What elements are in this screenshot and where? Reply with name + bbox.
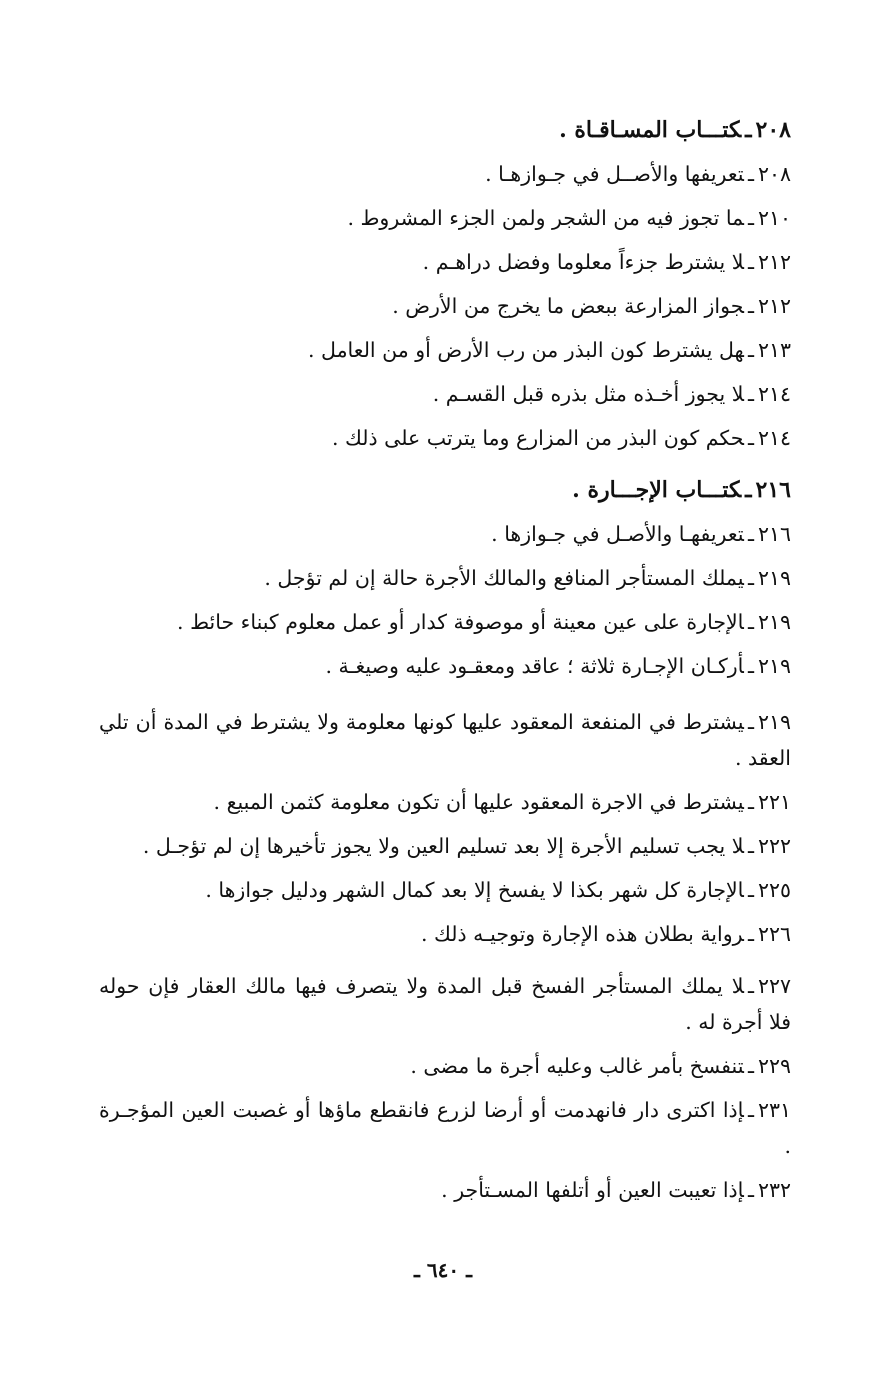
toc-text: لا يجوز أخـذه مثل بذره قبل القسـم . [432, 382, 744, 406]
toc-heading: ٢٠٨ـكتـــاب المسـاقـاة . [559, 117, 791, 143]
toc-page-number: ٢١٠ [757, 206, 791, 230]
toc-page-number: ٢١٦ [755, 477, 791, 503]
toc-text: ما تجوز فيه من الشجر ولمن الجزء المشروط . [347, 206, 744, 230]
toc-entry: ٢١٤ـحكم كون البذر من المزارع وما يترتب على ذلك . [331, 426, 791, 450]
toc-page-number: ٢٣١ [757, 1098, 791, 1122]
toc-page-number: ٢٢٧ [757, 974, 791, 998]
toc-title: كتـــاب الإجـــارة . [572, 477, 742, 503]
toc-page-number: ٢١٩ [757, 566, 791, 590]
toc-page-number: ٢٠٨ [755, 117, 791, 143]
toc-entry: ٢٢٧ـلا يملك المستأجر الفسخ قبل المدة ولا يتصرف فيها مالك العقار فإن حوله فلا أجرة له . [99, 974, 791, 1034]
toc-page-number: ٢٢٦ [757, 922, 791, 946]
toc-entry: ٢٢١ـيشترط في الاجرة المعقود عليها أن تكون معلومة كثمن المبيع . [213, 790, 791, 814]
toc-page-number: ٢١٦ [757, 522, 791, 546]
toc-entry: ٢٢٥ـالإجارة كل شهر بكذا لا يفسخ إلا بعد كمال الشهر ودليل جوازها . [205, 878, 791, 902]
toc-text: حكم كون البذر من المزارع وما يترتب على ذلك . [331, 426, 744, 450]
toc-entry: ٢١٤ـلا يجوز أخـذه مثل بذره قبل القسـم . [432, 382, 791, 406]
toc-heading: ٢١٦ـكتـــاب الإجـــارة . [572, 477, 791, 503]
toc-page-number: ٢٢١ [757, 790, 791, 814]
toc-text: جواز المزارعة ببعض ما يخرج من الأرض . [392, 294, 744, 318]
toc-entry: ٢٣١ـإذا اكترى دار فانهدمت أو أرضا لزرع فانقطع ماؤها أو غصبت العين المؤجـرة . [99, 1098, 791, 1158]
toc-entry: ٢١٩ـأركـان الإجـارة ثلاثة ؛ عاقد ومعقـود عليه وصيغـة . [325, 654, 791, 678]
toc-entry: ٢١٩ـالإجارة على عين معينة أو موصوفة كدار أو عمل معلوم كبناء حائط . [177, 610, 791, 634]
toc-text: يشترط في الاجرة المعقود عليها أن تكون معلومة كثمن المبيع . [213, 790, 744, 814]
toc-text: تعريفها والأصــل في جـوازهـا . [485, 162, 744, 186]
toc-entry: ٢١٩ـيشترط في المنفعة المعقود عليها كونها معلومة ولا يشترط في المدة أن تلي العقد . [99, 710, 791, 770]
toc-entry: ٢١٦ـتعريفهـا والأصـل في جـوازها . [491, 522, 791, 546]
toc-page-number: ٢٢٩ [757, 1054, 791, 1078]
toc-entry: ٢٢٦ـرواية بطلان هذه الإجارة وتوجيـه ذلك . [420, 922, 791, 946]
toc-page-number: ٢٠٨ [757, 162, 791, 186]
toc-page-number: ٢١٤ [757, 426, 791, 450]
toc-page-number: ٢١٩ [757, 710, 791, 734]
toc-text: لا يملك المستأجر الفسخ قبل المدة ولا يتصرف فيها مالك العقار فإن حوله فلا أجرة له . [99, 974, 791, 1034]
toc-entry: ٢١٩ـيملك المستأجر المنافع والمالك الأجرة حالة إن لم تؤجل . [264, 566, 791, 590]
toc-page-number: ٢١٩ [757, 610, 791, 634]
toc-text: إذا تعيبت العين أو أتلفها المسـتأجر . [441, 1178, 744, 1202]
toc-text: رواية بطلان هذه الإجارة وتوجيـه ذلك . [420, 922, 744, 946]
toc-text: لا يجب تسليم الأجرة إلا بعد تسليم العين ولا يجوز تأخيرها إن لم تؤجـل . [142, 834, 744, 858]
toc-text: إذا اكترى دار فانهدمت أو أرضا لزرع فانقطع ماؤها أو غصبت العين المؤجـرة . [99, 1098, 791, 1158]
toc-entry: ٢١٣ـهل يشترط كون البذر من رب الأرض أو من العامل . [308, 338, 791, 362]
toc-text: الإجارة على عين معينة أو موصوفة كدار أو عمل معلوم كبناء حائط . [177, 610, 744, 634]
table-of-contents [99, 108, 791, 1212]
toc-page-number: ٢٢٢ [757, 834, 791, 858]
toc-entry: ٢٣٢ـإذا تعيبت العين أو أتلفها المسـتأجر . [441, 1178, 791, 1202]
toc-page-number: ٢٢٥ [757, 878, 791, 902]
toc-entry: ٢١٢ـجواز المزارعة ببعض ما يخرج من الأرض . [392, 294, 791, 318]
toc-page-number: ٢١٤ [757, 382, 791, 406]
toc-entry: ٢٢٢ـلا يجب تسليم الأجرة إلا بعد تسليم العين ولا يجوز تأخيرها إن لم تؤجـل . [142, 834, 791, 858]
toc-title: كتـــاب المسـاقـاة . [559, 117, 742, 143]
toc-text: تعريفهـا والأصـل في جـوازها . [491, 522, 744, 546]
toc-text: الإجارة كل شهر بكذا لا يفسخ إلا بعد كمال الشهر ودليل جوازها . [205, 878, 744, 902]
toc-text: يشترط في المنفعة المعقود عليها كونها معلومة ولا يشترط في المدة أن تلي العقد . [99, 710, 791, 770]
toc-page-number: ٢١٢ [757, 294, 791, 318]
toc-text: هل يشترط كون البذر من رب الأرض أو من العامل . [308, 338, 744, 362]
toc-text: تنفسخ بأمر غالب وعليه أجرة ما مضى . [410, 1054, 744, 1078]
toc-page-number: ٢١٢ [757, 250, 791, 274]
toc-text: يملك المستأجر المنافع والمالك الأجرة حالة إن لم تؤجل . [264, 566, 744, 590]
toc-page-number: ٢١٣ [757, 338, 791, 362]
toc-page-number: ٢١٩ [757, 654, 791, 678]
toc-text: لا يشترط جزءاً معلوما وفضل دراهـم . [422, 250, 744, 274]
toc-page-number: ٢٣٢ [757, 1178, 791, 1202]
toc-entry: ٢١٠ـما تجوز فيه من الشجر ولمن الجزء المشروط . [347, 206, 791, 230]
toc-entry: ٢١٢ـلا يشترط جزءاً معلوما وفضل دراهـم . [422, 250, 791, 274]
page-number: ـ ٦٤٠ ـ [414, 1258, 472, 1282]
toc-text: أركـان الإجـارة ثلاثة ؛ عاقد ومعقـود عليه وصيغـة . [325, 654, 744, 678]
toc-entry: ٢٠٨ـتعريفها والأصــل في جـوازهـا . [485, 162, 791, 186]
toc-entry: ٢٢٩ـتنفسخ بأمر غالب وعليه أجرة ما مضى . [410, 1054, 791, 1078]
